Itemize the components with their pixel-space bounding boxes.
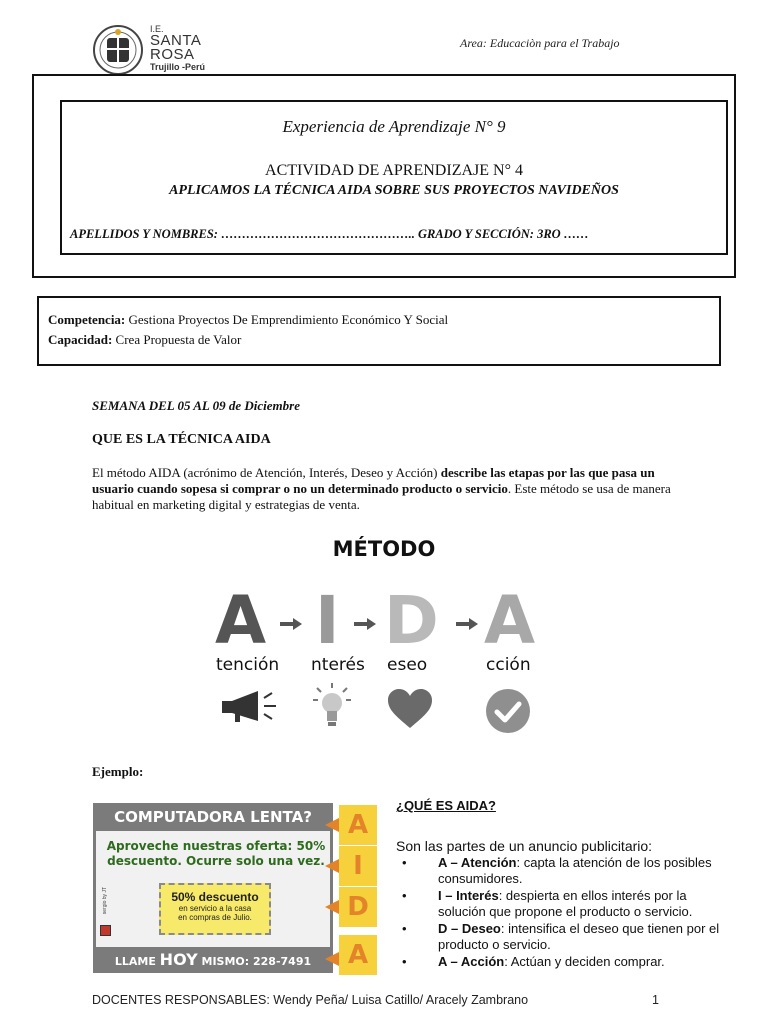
ad-tiny-credit: sergio by JT (102, 887, 108, 915)
list-item (396, 954, 736, 970)
ad-headline: COMPUTADORA LENTA? (93, 803, 333, 831)
list-item-text: : intensifica el deseo que tienen por el producto o servicio. (438, 921, 720, 952)
arrow-right-icon (456, 618, 478, 630)
ad-example-image (93, 803, 393, 975)
metodo-title: MÉTODO (332, 537, 436, 561)
competencia-box (37, 296, 721, 366)
list-item (396, 855, 736, 887)
competencia-label: Competencia: (48, 312, 126, 327)
orange-arrow-icon (325, 858, 341, 874)
ad-coupon-title: 50% descuento (171, 890, 259, 904)
heart-icon (386, 688, 434, 730)
lightbulb-icon (312, 682, 352, 728)
ad-coupon-line-1: en servicio a la casa (178, 904, 252, 913)
capacidad-line (48, 332, 241, 348)
ad-aida-letter-a2: A (339, 935, 377, 975)
list-item (396, 921, 736, 953)
school-name-line-2: ROSA (150, 46, 195, 63)
para-text-1: El método AIDA (acrónimo de Atención, Interés, Deseo y Acción) (92, 465, 441, 480)
list-item-key: D – Deseo (438, 921, 501, 936)
aida-letter-i: I (315, 582, 340, 659)
ad-body (93, 831, 333, 947)
actividad-subtitle: APLICAMOS LA TÉCNICA AIDA SOBRE SUS PROYECTOS NAVIDEÑOS (169, 183, 619, 198)
list-item-key: A – Atención (438, 855, 517, 870)
ad-offer-text (96, 839, 336, 869)
ad-small-logo-icon (100, 925, 111, 936)
ad-footer-text-1: LLAME (114, 955, 160, 968)
aida-letter-a1: A (215, 582, 267, 659)
ad-aida-letter-i: I (339, 846, 377, 886)
ad-footer-text-2: MISMO: 228-7491 (197, 955, 312, 968)
que-es-aida-intro: Son las partes de un anuncio publicitario: (396, 838, 653, 854)
school-name-line-1: SANTA (150, 32, 202, 49)
orange-arrow-icon (325, 817, 341, 833)
aida-word-interes: nterés (311, 655, 365, 675)
para-text-2: . Este método se usa de manera habitual en marketing digital y estrategias de venta. (92, 481, 671, 512)
list-item-key: I – Interés (438, 888, 499, 903)
list-item-text: : Actúan y deciden comprar. (504, 954, 665, 969)
page-number: 1 (652, 993, 659, 1007)
school-city: Trujillo -Perú (150, 62, 206, 72)
aida-parts-list (396, 855, 736, 971)
competencia-line (48, 312, 448, 328)
actividad-title: ACTIVIDAD DE APRENDIZAJE N° 4 (265, 162, 523, 179)
area-label: Area: Educaciòn para el Trabajo (460, 36, 620, 50)
semana-heading: SEMANA DEL 05 AL 09 de Diciembre (92, 398, 300, 413)
competencia-value: Gestiona Proyectos De Emprendimiento Económico Y Social (125, 312, 449, 327)
section-heading: QUE ES LA TÉCNICA AIDA (92, 432, 271, 447)
student-name-field: APELLIDOS Y NOMBRES: ……………………………………….. GRADO Y SECCIÓN: 3RO …… (70, 227, 589, 241)
school-name (150, 24, 205, 72)
arrow-right-icon (280, 618, 302, 630)
aida-word-accion: cción (486, 655, 531, 675)
que-es-aida-title: ¿QUÉ ES AIDA? (396, 798, 496, 813)
capacidad-value: Crea Propuesta de Valor (112, 332, 242, 347)
page-footer-docentes: DOCENTES RESPONSABLES: Wendy Peña/ Luisa Catillo/ Aracely Zambrano (92, 993, 529, 1007)
list-item-text: : despierta en ellos interés por la solución que propone el producto o servicio. (438, 888, 693, 919)
arrow-right-icon (354, 618, 376, 630)
experiencia-title: Experiencia de Aprendizaje N° 9 (282, 117, 506, 136)
ad-aida-letter-a1: A (339, 805, 377, 845)
ad-offer-line-2: descuento. Ocurre solo una vez. (107, 854, 325, 868)
aida-letter-a2: A (484, 582, 536, 659)
ejemplo-label: Ejemplo: (92, 764, 144, 779)
aida-word-atencion: tención (216, 655, 280, 675)
ad-offer-line-1: Aproveche nuestras oferta: 50% (106, 839, 326, 853)
megaphone-icon (218, 688, 280, 724)
ad-footer-hoy: HOY (159, 950, 198, 969)
list-item (396, 888, 736, 920)
school-ie: I.E. (150, 24, 164, 34)
ad-coupon (159, 883, 271, 935)
ad-aida-letter-d: D (339, 887, 377, 927)
orange-arrow-icon (325, 899, 341, 915)
school-crest-icon (90, 24, 146, 76)
ad-coupon-line-2: en compras de Julio. (178, 913, 252, 922)
capacidad-label: Capacidad: (48, 332, 113, 347)
ad-footer (93, 947, 333, 973)
list-item-text: : capta la atención de los posibles consumidores. (438, 855, 712, 886)
aida-letter-d: D (384, 582, 439, 659)
check-circle-icon (485, 688, 531, 734)
aida-description (92, 465, 692, 513)
list-item-key: A – Acción (438, 954, 505, 969)
orange-arrow-icon (325, 951, 341, 967)
para-text-bold: describe las etapas por las que pasa un usuario cuando sopesa si comprar o no un determinado producto o servicio (92, 465, 655, 496)
aida-word-deseo: eseo (387, 655, 428, 675)
